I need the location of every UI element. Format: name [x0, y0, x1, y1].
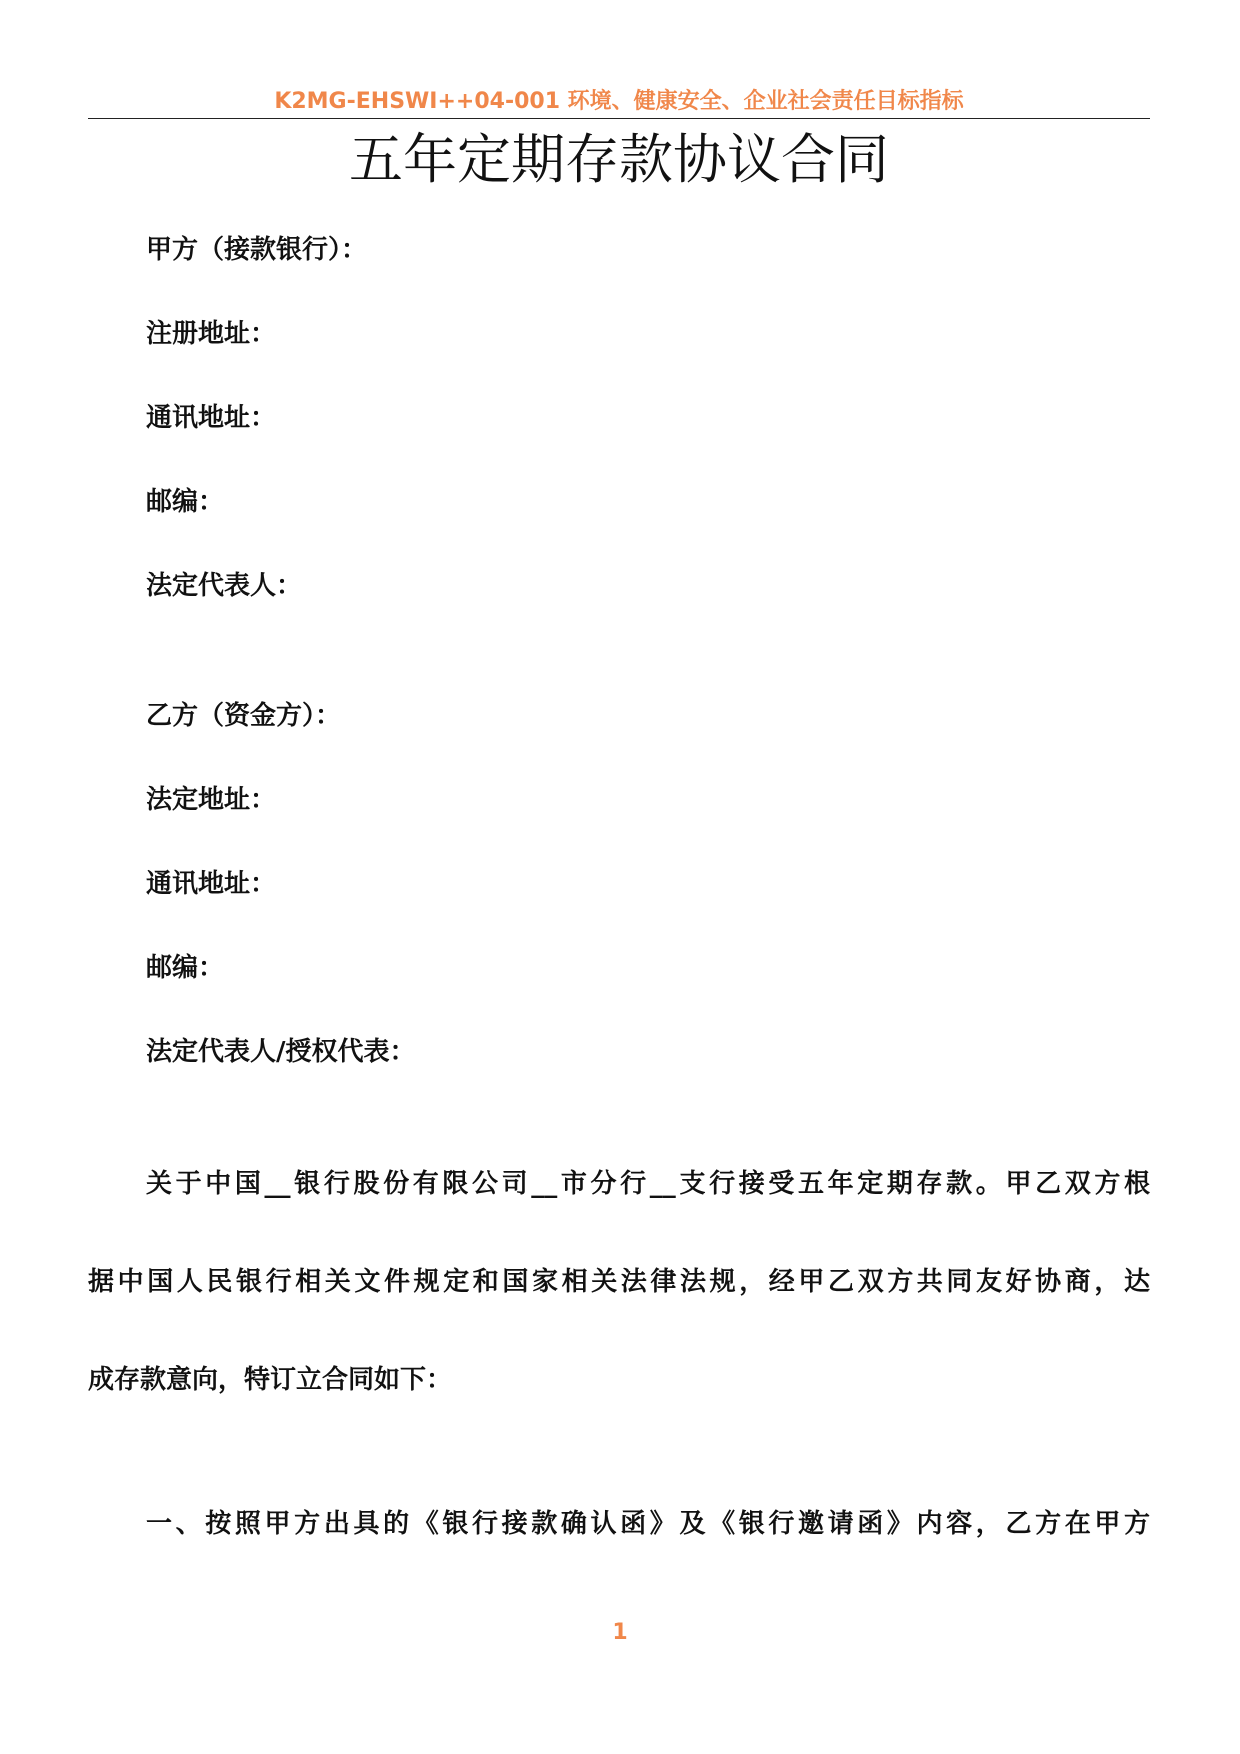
party-b-mailing-address: 通讯地址： — [146, 869, 277, 899]
party-a-mailing-address: 通讯地址： — [146, 403, 277, 433]
preamble-line-3: 成存款意向，特订立合同如下： — [88, 1365, 453, 1395]
party-b-postcode: 邮编： — [146, 953, 225, 983]
document-code-header: K2MG-EHSWI++04-001 环境、健康安全、企业社会责任目标指标 — [274, 89, 964, 114]
page-number: 1 — [612, 1620, 628, 1645]
header-divider — [88, 118, 1150, 119]
party-a-heading: 甲方（接款银行）： — [146, 235, 368, 265]
party-b-heading: 乙方（资金方）： — [146, 701, 342, 731]
preamble-line-1: 关于中国__银行股份有限公司__市分行__支行接受五年定期存款。甲乙双方根 — [146, 1169, 1150, 1199]
clause-1-line-1: 一、按照甲方出具的《银行接款确认函》及《银行邀请函》内容，乙方在甲方 — [146, 1509, 1150, 1539]
page-title: 五年定期存款协议合同 — [349, 128, 889, 191]
preamble-line-2: 据中国人民银行相关文件规定和国家相关法律法规，经甲乙双方共同友好协商，达 — [88, 1267, 1150, 1297]
party-b-legal-representative: 法定代表人/授权代表： — [146, 1037, 416, 1067]
party-b-legal-address: 法定地址： — [146, 785, 277, 815]
party-a-registered-address: 注册地址： — [146, 319, 277, 349]
party-a-postcode: 邮编： — [146, 487, 225, 517]
party-a-legal-representative: 法定代表人： — [146, 571, 303, 601]
